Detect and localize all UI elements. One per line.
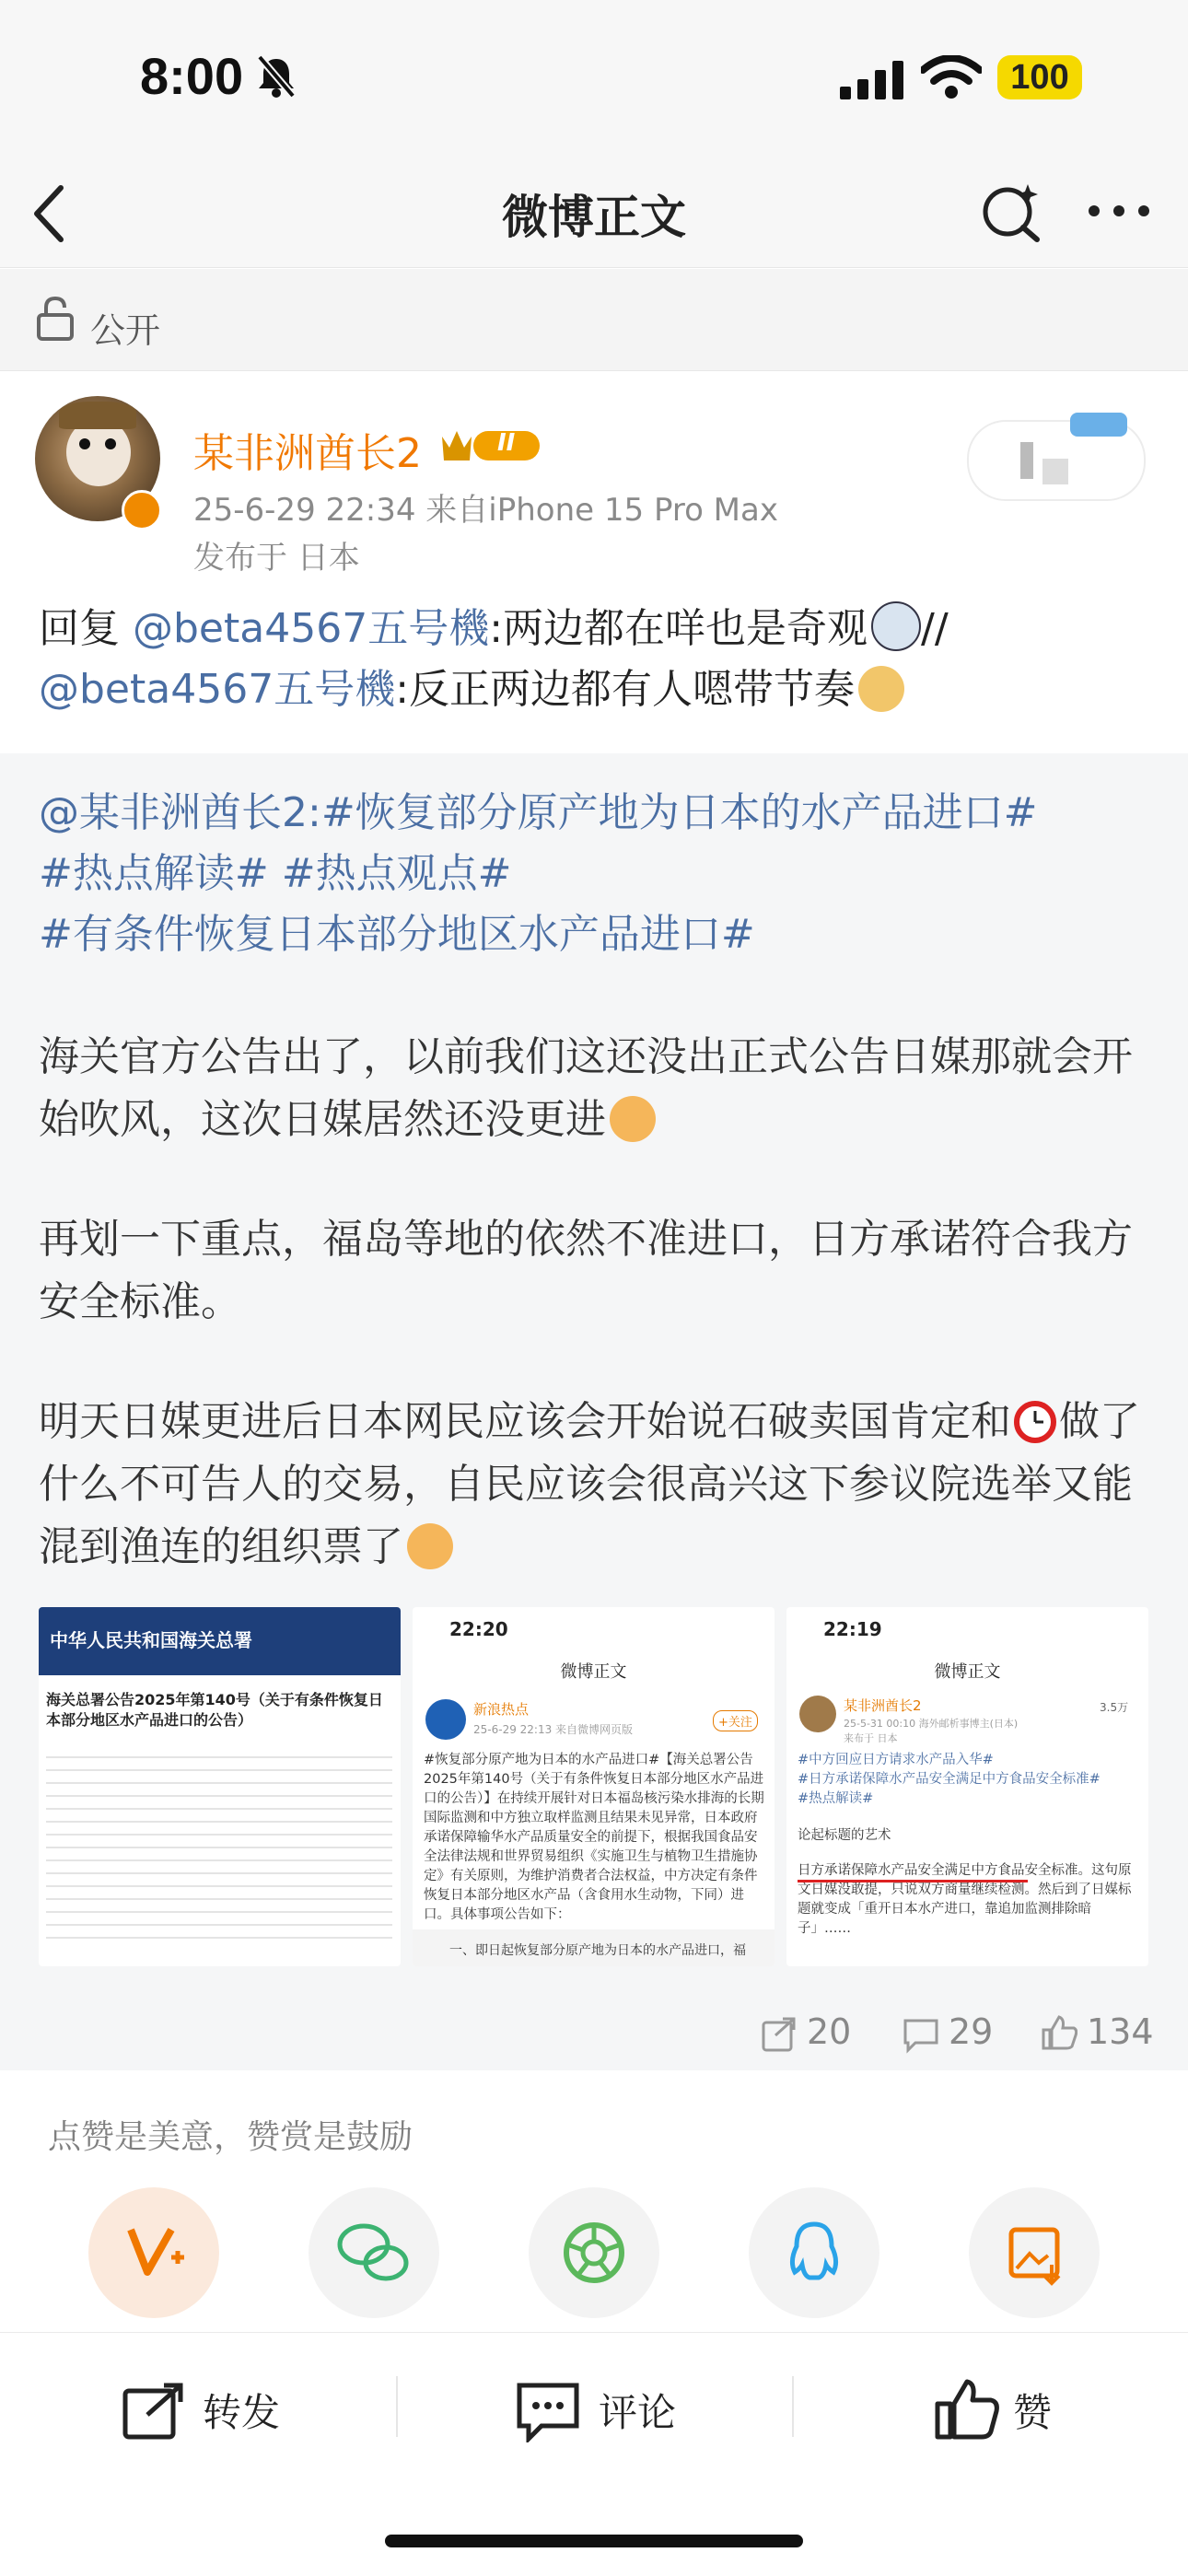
vip-level-text: II <box>497 429 516 457</box>
page-title: 微博正文 <box>502 191 686 244</box>
thumb-date: 25-5-31 00:10 海外邮析事博主(日本) <box>844 1718 1019 1730</box>
repost-label[interactable]: 转发 <box>203 2390 281 2435</box>
thumb-title: 微博正文 <box>560 1662 627 1682</box>
topic-line[interactable]: #有条件恢复日本部分地区水产品进口# <box>39 911 755 958</box>
emoji-icon <box>871 601 921 651</box>
comment-count[interactable]: 29 <box>949 2011 994 2052</box>
search-sparkle-icon[interactable] <box>980 181 1042 243</box>
thumb-time: 22:20 <box>449 1618 508 1640</box>
thumb-body-line: #中方回应日方请求水产品入华# <box>798 1753 994 1767</box>
thumb-location: 来布于 日本 <box>844 1732 898 1744</box>
mention-link[interactable]: @beta4567五号機 <box>39 666 396 713</box>
divider <box>0 370 1188 371</box>
battery-indicator: 100 <box>997 55 1082 99</box>
home-indicator <box>385 2535 803 2547</box>
post-meta: 25-6-29 22:34 来自iPhone 15 Pro Max <box>193 492 778 529</box>
image-thumbnail[interactable] <box>39 1607 401 1966</box>
qq-icon <box>749 2187 879 2318</box>
thumb-account: 新浪热点 <box>473 1701 530 1718</box>
image-thumbnail[interactable] <box>413 1607 775 1966</box>
verified-badge-icon <box>122 490 162 530</box>
post-text: :反正两边都有人嗯带节奏 <box>395 666 856 713</box>
topic-line[interactable]: @某非洲酋长2:#恢复部分原产地为日本的水产品进口# <box>39 789 1038 836</box>
doge-emoji-icon <box>858 666 904 712</box>
thumb-item: 一、即日起恢复部分原产地为日本的水产品进口，福 <box>449 1943 746 1958</box>
image-thumbnail[interactable] <box>786 1607 1148 1966</box>
follow-button[interactable] <box>967 420 1146 501</box>
paragraph-text: 海关官方公告出了，以前我们这还没出正式公告日媒那就会开始吹风，这次日媒居然还没更进 <box>39 1033 1133 1143</box>
divider <box>792 2376 794 2437</box>
like-label[interactable]: 赞 <box>1013 2390 1053 2435</box>
crown-icon <box>438 424 547 466</box>
thumb-subtitle: 海关总署公告2025年第140号（关于有条件恢复日本部分地区水产品进口的公告） <box>46 1691 383 1729</box>
quoted-paragraph <box>39 1026 1153 1151</box>
like-count-icon <box>1041 2013 1077 2052</box>
author-name[interactable]: 某非洲酋长2 <box>193 430 422 477</box>
thumb-follow: +关注 <box>713 1710 758 1731</box>
thumb-body-line: 日方承诺保障水产品安全满足中方食品安全标准。这句原文日媒没敢提，只说双方商量继续检测。然后到了日媒标题就变成「重开日本水产进口，靠追加监测排除暗子」…… <box>798 1863 1132 1936</box>
thumb-body-line: 论起标题的艺术 <box>798 1828 891 1843</box>
status-time: 8:00 <box>140 47 244 105</box>
signal-icon <box>840 61 906 99</box>
share-qq-button[interactable] <box>749 2187 879 2318</box>
comment-count-icon <box>903 2017 939 2054</box>
wechat-icon <box>309 2187 439 2318</box>
blush-emoji-icon <box>407 1523 453 1569</box>
post-body <box>39 599 1153 720</box>
thumb-count: 3.5万 <box>1100 1701 1129 1714</box>
thumb-date: 25-6-29 22:13 来自微博网页版 <box>473 1723 634 1736</box>
thumb-body-line: #热点解读# <box>798 1791 874 1806</box>
separator: // <box>921 605 949 652</box>
like-count[interactable]: 134 <box>1087 2011 1154 2052</box>
share-moments-button[interactable] <box>529 2187 659 2318</box>
wifi-icon <box>921 55 982 99</box>
more-icon[interactable] <box>1087 203 1151 219</box>
thumb-body: #恢复部分原产地为日本的水产品进口#【海关总署公告2025年第140号（关于有条件恢复日本部分地区水产品进口的公告）】在持续开展针对日本福岛核污染水排海的长期国际监测和中方独立取样监测且结果未见异常，日本政府承诺保障输华水产品质量安全的前提下，根据我国食品安全法律法规和世界贸易组织《实施卫生与植物卫生措施协定》有关原则，为维护消费者合法权益，中方决定有条件恢复日本部分地区水产品（含食用水生动物，下同）进口。具体事项公告如下： <box>424 1753 764 1922</box>
like-icon[interactable] <box>934 2376 1000 2442</box>
quoted-topics <box>39 783 1153 965</box>
post-location: 发布于 日本 <box>193 540 360 577</box>
paragraph-text: 明天日媒更进后日本网民应该会开始说石破卖国肯定和 <box>39 1398 1011 1445</box>
reply-prefix: 回复 <box>39 605 133 652</box>
moments-icon <box>529 2187 659 2318</box>
share-wechat-button[interactable] <box>309 2187 439 2318</box>
quoted-paragraph: 再划一下重点，福岛等地的依然不准进口，日方承诺符合我方安全标准。 <box>39 1216 1133 1325</box>
reward-v-icon <box>88 2187 219 2318</box>
save-image-button[interactable] <box>969 2187 1100 2318</box>
divider <box>396 2376 398 2437</box>
thumb-account: 某非洲酋长2 <box>844 1697 922 1714</box>
mention-link[interactable]: @beta4567五号機 <box>133 605 490 652</box>
thumb-header: 中华人民共和国海关总署 <box>50 1629 252 1651</box>
silent-bell-icon <box>254 53 298 99</box>
quoted-paragraph <box>39 1391 1153 1579</box>
thumb-time: 22:19 <box>823 1618 882 1640</box>
post-text: :两边都在咩也是奇观 <box>489 605 868 652</box>
comment-label[interactable]: 评论 <box>599 2390 677 2435</box>
reward-button[interactable] <box>88 2187 219 2318</box>
blush-emoji-icon <box>610 1096 656 1142</box>
repost-count[interactable]: 20 <box>807 2011 852 2052</box>
topic-line[interactable]: #热点解读# #热点观点# <box>39 850 512 897</box>
unlock-icon <box>37 297 74 341</box>
visibility-label: 公开 <box>90 310 161 351</box>
thumb-title: 微博正文 <box>934 1662 1001 1682</box>
save-image-icon <box>969 2187 1100 2318</box>
alarm-clock-icon <box>1011 1396 1059 1444</box>
repost-icon[interactable] <box>122 2382 186 2441</box>
visibility-row <box>0 269 1188 370</box>
vip-level-badge <box>438 424 547 466</box>
comment-icon[interactable] <box>516 2382 580 2442</box>
reward-text: 点赞是美意，赞赏是鼓励 <box>48 2118 413 2156</box>
thumb-body-line: #日方承诺保障水产品安全满足中方食品安全标准# <box>798 1772 1101 1787</box>
paragraph-text: 做了什么不可告人的交易，自民应该会很高兴这下参议院选举又能混到渔连的组织票了 <box>39 1398 1140 1570</box>
repost-count-icon <box>761 2015 798 2052</box>
